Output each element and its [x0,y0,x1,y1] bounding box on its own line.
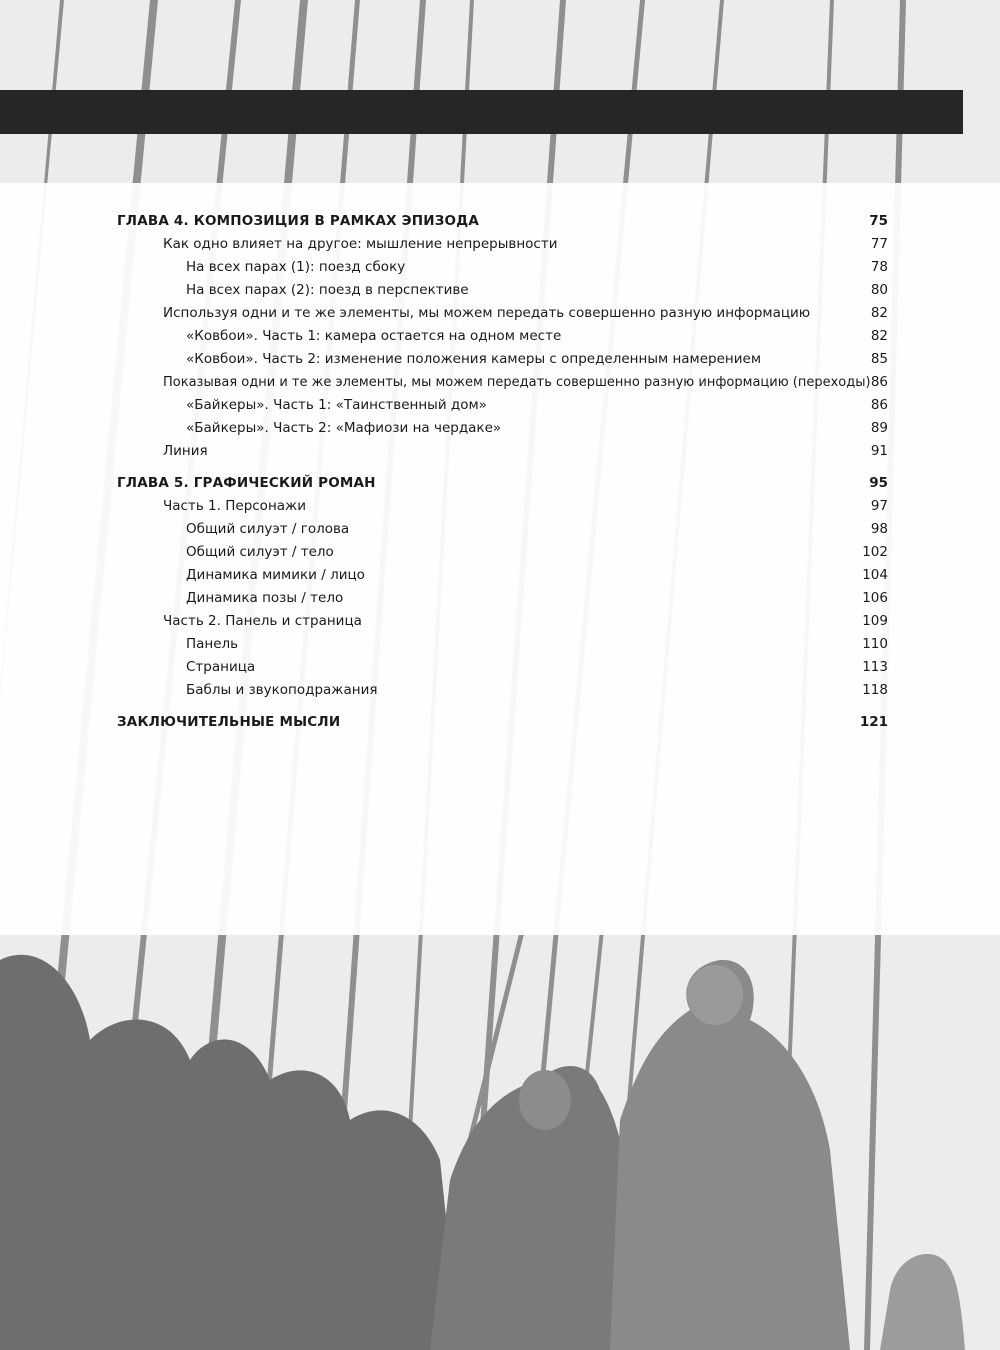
toc-page-number: 86 [870,374,888,390]
toc-entry[interactable] [117,541,888,564]
toc-entry-label: Как одно влияет на другое: мышление непрерывности [163,236,558,252]
toc-entry[interactable] [117,656,888,679]
toc-entry-label: Панель [186,636,239,652]
toc-page-number: 89 [870,420,888,436]
toc-entry[interactable] [117,564,888,587]
toc-page-number: 85 [870,351,888,367]
toc-entry-label: «Ковбои». Часть 2: изменение положения камеры с определенным намерением [186,351,762,367]
toc-entry[interactable] [117,518,888,541]
toc-chapter-4[interactable] [117,210,888,233]
toc-entry-label: Показывая одни и те же элементы, мы можем передать совершенно разную информацию (переходы) [163,375,871,390]
toc-entry[interactable] [117,633,888,656]
toc-page-number: 95 [869,475,888,491]
toc-entry[interactable] [117,348,888,371]
toc-page-number: 97 [870,498,888,514]
toc-entry-label: Используя одни и те же элементы, мы можем передать совершенно разную информацию [163,305,811,321]
toc-entry[interactable] [117,394,888,417]
toc-page-number: 113 [862,659,888,675]
toc-page-number: 102 [862,544,888,560]
toc-entry[interactable] [117,233,888,256]
toc-page-number: 106 [862,590,888,606]
toc-page-number: 80 [870,282,888,298]
toc-final-thoughts[interactable] [117,711,888,734]
toc-entry[interactable] [117,302,888,325]
toc-page-number: 91 [870,443,888,459]
table-of-contents [117,210,888,734]
toc-entry[interactable] [117,256,888,279]
toc-entry-label: Общий силуэт / голова [186,521,350,537]
toc-entry-label: «Байкеры». Часть 2: «Мафиози на чердаке» [186,420,502,436]
toc-page-number: 75 [869,213,888,229]
toc-page-number: 118 [862,682,888,698]
toc-entry-label: «Байкеры». Часть 1: «Таинственный дом» [186,397,487,413]
toc-page-number: 110 [862,636,888,652]
toc-entry-label: ГЛАВА 5. ГРАФИЧЕСКИЙ РОМАН [117,475,376,491]
toc-entry-label: Часть 2. Панель и страница [163,613,362,629]
toc-page-number: 82 [870,305,888,321]
toc-entry[interactable] [117,371,888,394]
toc-entry-label: Страница [186,659,256,675]
toc-entry-label: «Ковбои». Часть 1: камера остается на одном месте [186,328,562,344]
toc-entry-label: Линия [163,443,208,459]
toc-page-number: 86 [870,397,888,413]
toc-page-number: 109 [862,613,888,629]
toc-page-number: 82 [870,328,888,344]
toc-entry-label: ЗАКЛЮЧИТЕЛЬНЫЕ МЫСЛИ [117,714,341,730]
toc-entry[interactable] [117,610,888,633]
toc-entry-label: Баблы и звукоподражания [186,682,378,698]
toc-entry[interactable] [117,417,888,440]
toc-page-number: 78 [870,259,888,275]
toc-chapter-5[interactable] [117,472,888,495]
toc-entry[interactable] [117,679,888,702]
toc-entry[interactable] [117,495,888,518]
toc-entry-label: На всех парах (1): поезд сбоку [186,259,406,275]
toc-page-number: 77 [870,236,888,252]
toc-entry-label: Общий силуэт / тело [186,544,334,560]
header-bar [0,90,963,134]
toc-entry[interactable] [117,587,888,610]
toc-entry-label: Динамика позы / тело [186,590,344,606]
toc-entry-label: ГЛАВА 4. КОМПОЗИЦИЯ В РАМКАХ ЭПИЗОДА [117,213,480,229]
toc-entry-label: Динамика мимики / лицо [186,567,365,583]
toc-page-number: 98 [870,521,888,537]
toc-entry[interactable] [117,279,888,302]
toc-entry-label: На всех парах (2): поезд в перспективе [186,282,469,298]
toc-entry[interactable] [117,440,888,463]
toc-entry[interactable] [117,325,888,348]
toc-page-number: 121 [859,714,888,730]
toc-page-number: 104 [862,567,888,583]
toc-entry-label: Часть 1. Персонажи [163,498,306,514]
